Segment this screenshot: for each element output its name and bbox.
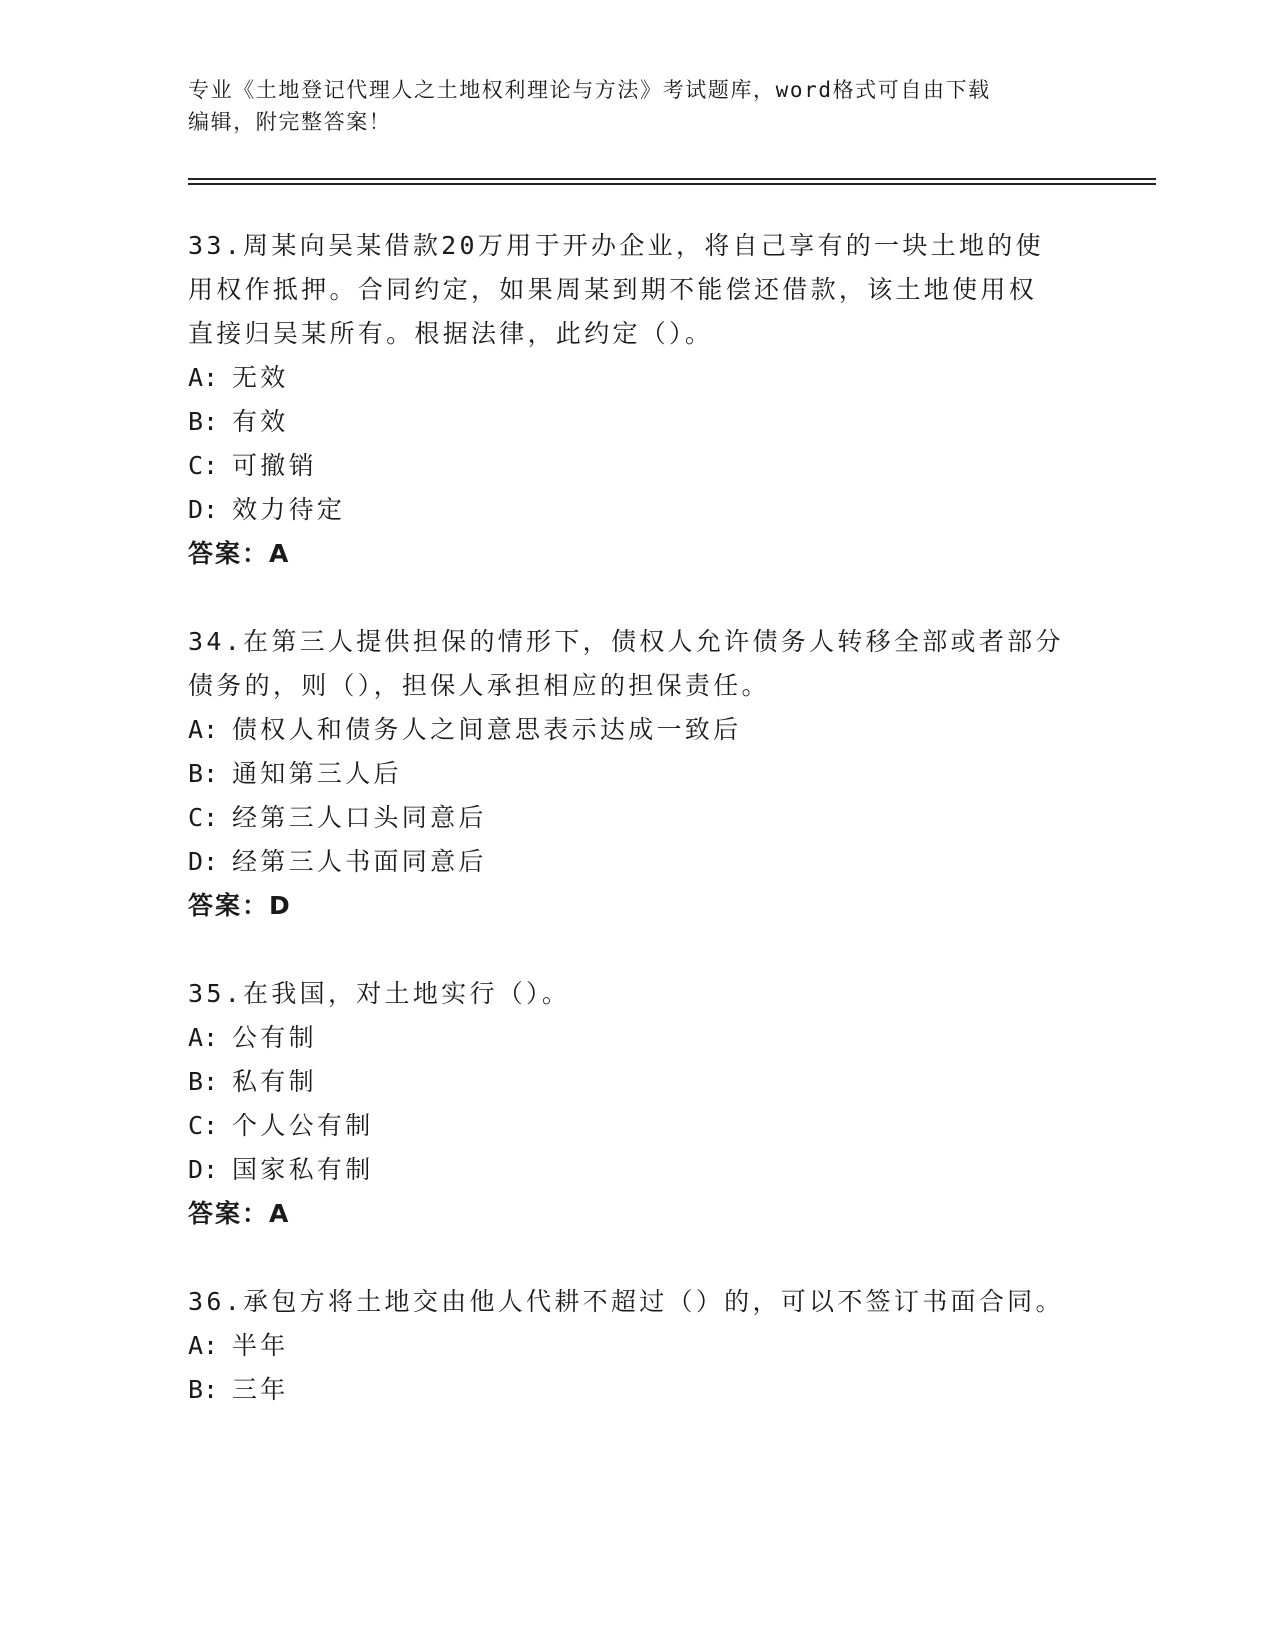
question-33-option-a — [188, 360, 289, 396]
option-label: A: — [188, 363, 219, 392]
option-label: A: — [188, 1331, 219, 1360]
question-34-line-1: 34.在第三人提供担保的情形下，债权人允许债务人转移全部或者部分 — [188, 627, 1064, 656]
question-35-option-d — [188, 1152, 374, 1188]
question-35-answer: 答案：A — [188, 1199, 291, 1228]
option-label: A: — [188, 1023, 219, 1052]
question-34-option-d — [188, 844, 487, 880]
header-line-1: 专业《土地登记代理人之土地权利理论与方法》考试题库，word格式可自由下载 — [188, 78, 991, 102]
option-text: 效力待定 — [232, 495, 346, 524]
question-34-line-2: 债务的，则（），担保人承担相应的担保责任。 — [188, 671, 770, 700]
option-text: 公有制 — [232, 1023, 317, 1052]
option-text: 个人公有制 — [232, 1111, 374, 1140]
option-text: 经第三人书面同意后 — [232, 847, 487, 876]
question-36-line-1: 36.承包方将土地交由他人代耕不超过（）的，可以不签订书面合同。 — [188, 1287, 1064, 1316]
option-label: D: — [188, 495, 219, 524]
question-34-option-a — [188, 712, 741, 748]
option-label: B: — [188, 407, 219, 436]
question-36-option-a — [188, 1328, 289, 1364]
option-text: 有效 — [232, 407, 289, 436]
question-33-option-b — [188, 404, 289, 440]
option-label: C: — [188, 803, 219, 832]
option-label: B: — [188, 1067, 219, 1096]
question-33-line-3: 直接归吴某所有。根据法律，此约定（）。 — [188, 319, 714, 348]
option-text: 国家私有制 — [232, 1155, 374, 1184]
option-label: B: — [188, 1375, 219, 1404]
header-line-2: 编辑，附完整答案！ — [188, 110, 392, 134]
question-33-line-2: 用权作抵押。合同约定，如果周某到期不能偿还借款，该土地使用权 — [188, 275, 1038, 304]
question-36-option-b — [188, 1372, 289, 1408]
question-35-option-b — [188, 1064, 317, 1100]
option-label: A: — [188, 715, 219, 744]
header-divider-bottom — [188, 183, 1156, 185]
option-text: 私有制 — [232, 1067, 317, 1096]
option-label: D: — [188, 847, 219, 876]
option-text: 三年 — [232, 1375, 289, 1404]
option-text: 半年 — [232, 1331, 289, 1360]
option-text: 通知第三人后 — [232, 759, 402, 788]
question-33-option-d — [188, 492, 345, 528]
question-34-option-b — [188, 756, 402, 792]
option-text: 无效 — [232, 363, 289, 392]
question-35-option-a — [188, 1020, 317, 1056]
option-label: C: — [188, 451, 219, 480]
question-35-option-c — [188, 1108, 374, 1144]
option-text: 经第三人口头同意后 — [232, 803, 487, 832]
option-text: 可撤销 — [232, 451, 317, 480]
option-label: C: — [188, 1111, 219, 1140]
option-text: 债权人和债务人之间意思表示达成一致后 — [232, 715, 742, 744]
question-34-answer: 答案：D — [188, 891, 292, 920]
question-33-line-1: 33.周某向吴某借款20万用于开办企业，将自己享有的一块土地的使 — [188, 231, 1044, 260]
question-35-line-1: 35.在我国，对土地实行（）。 — [188, 979, 571, 1008]
option-label: B: — [188, 759, 219, 788]
question-34-option-c — [188, 800, 487, 836]
question-33-answer: 答案：A — [188, 539, 291, 568]
header-divider-top — [188, 178, 1156, 180]
question-33-option-c — [188, 448, 317, 484]
option-label: D: — [188, 1155, 219, 1184]
